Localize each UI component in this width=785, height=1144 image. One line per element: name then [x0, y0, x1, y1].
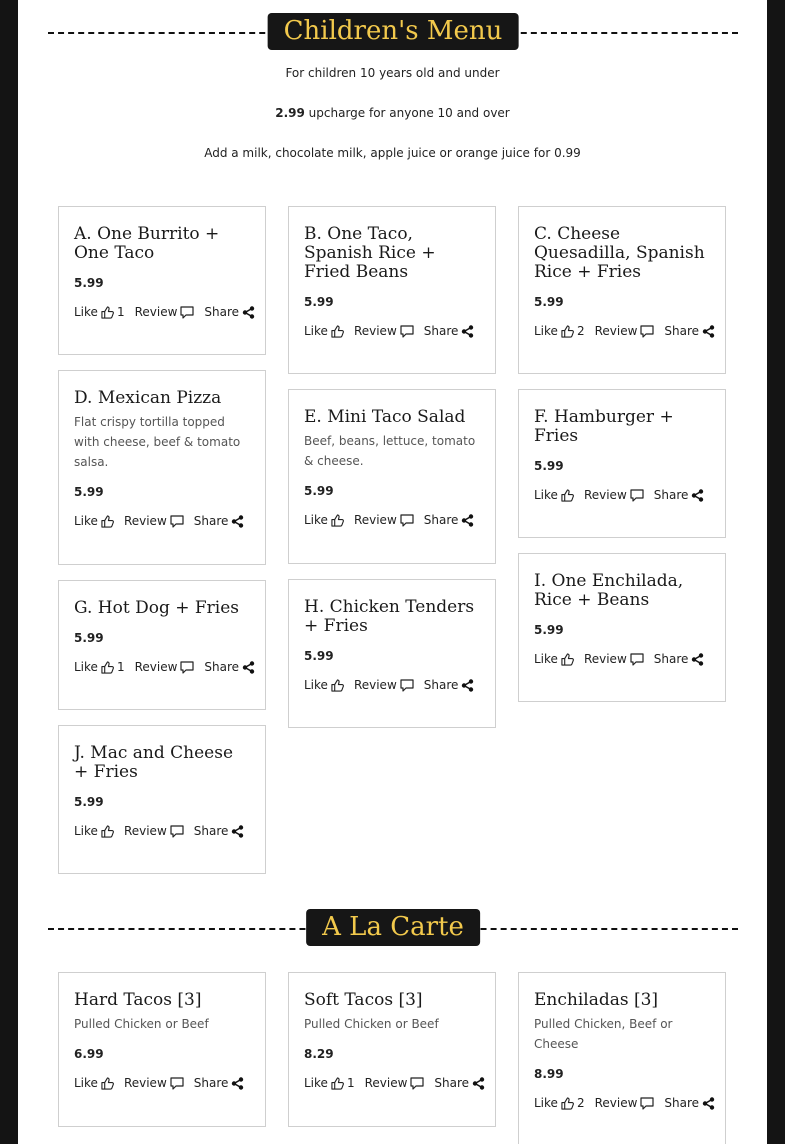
thumbs-up-icon: [101, 1077, 114, 1090]
intro-age-note: For children 10 years old and under: [285, 66, 500, 80]
share-icon: [231, 1077, 244, 1090]
like-button[interactable]: [534, 488, 574, 502]
share-icon: [691, 653, 704, 666]
item-price: 5.99: [304, 649, 334, 663]
review-button[interactable]: [584, 652, 644, 666]
thumbs-up-icon: [331, 679, 344, 692]
like-count: 1: [116, 305, 125, 319]
like-label: Like: [74, 824, 98, 838]
like-label: Like: [304, 1076, 328, 1090]
share-button[interactable]: [204, 305, 255, 319]
item-description: Pulled Chicken, Beef or Cheese: [534, 1017, 673, 1051]
menu-item-card[interactable]: [288, 972, 496, 1127]
item-price: 8.99: [534, 1067, 564, 1081]
thumbs-up-icon: [331, 1077, 344, 1090]
section-title: Children's Menu: [268, 13, 519, 50]
review-button[interactable]: [354, 678, 414, 692]
menu-item-card[interactable]: [58, 725, 266, 874]
item-actions: [304, 324, 480, 338]
item-name: A. One Burrito + One Taco: [74, 224, 220, 263]
menu-item-card[interactable]: [58, 206, 266, 355]
like-label: Like: [74, 1076, 98, 1090]
like-label: Like: [304, 324, 328, 338]
review-button[interactable]: [135, 305, 195, 319]
item-actions: [534, 488, 710, 502]
item-name: Enchiladas [3]: [534, 990, 659, 1010]
like-button[interactable]: [534, 652, 574, 666]
menu-item-card[interactable]: [58, 972, 266, 1127]
item-actions: [304, 513, 480, 527]
item-price: 8.29: [304, 1047, 334, 1061]
share-label: Share: [423, 513, 459, 527]
review-label: Review: [583, 488, 627, 502]
item-price: 5.99: [534, 459, 564, 473]
thumbs-up-icon: [101, 661, 114, 674]
share-label: Share: [204, 660, 240, 674]
upcharge-text: upcharge for anyone 10 and over: [304, 106, 510, 120]
like-button[interactable]: [304, 513, 344, 527]
like-label: Like: [74, 660, 98, 674]
share-label: Share: [193, 824, 229, 838]
menu-item-card[interactable]: [288, 389, 496, 564]
item-name: G. Hot Dog + Fries: [74, 598, 240, 618]
like-button[interactable]: [74, 660, 125, 674]
review-button[interactable]: [595, 1096, 655, 1110]
share-button[interactable]: [424, 678, 475, 692]
menu-item-card[interactable]: [288, 206, 496, 374]
review-label: Review: [364, 1076, 408, 1090]
item-name: Soft Tacos [3]: [304, 990, 423, 1010]
share-label: Share: [664, 1096, 700, 1110]
item-actions: [74, 305, 250, 319]
review-label: Review: [134, 660, 178, 674]
menu-item-card[interactable]: [518, 972, 726, 1144]
item-price: 5.99: [534, 623, 564, 637]
section-header-childrens-menu: [48, 13, 738, 53]
review-button[interactable]: [595, 324, 655, 338]
thumbs-up-icon: [331, 514, 344, 527]
item-description: Pulled Chicken or Beef: [304, 1017, 439, 1031]
item-price: 5.99: [304, 295, 334, 309]
share-button[interactable]: [424, 513, 475, 527]
like-count: 1: [346, 1076, 355, 1090]
like-button[interactable]: [304, 324, 344, 338]
menu-item-card[interactable]: [58, 370, 266, 565]
thumbs-up-icon: [101, 515, 114, 528]
share-label: Share: [193, 1076, 229, 1090]
thumbs-up-icon: [561, 653, 574, 666]
review-label: Review: [594, 1096, 638, 1110]
share-button[interactable]: [664, 324, 715, 338]
item-actions: [74, 1076, 250, 1090]
review-label: Review: [134, 305, 178, 319]
menu-item-card[interactable]: [518, 206, 726, 374]
item-name: H. Chicken Tenders + Fries: [304, 597, 475, 636]
item-actions: [304, 1076, 480, 1090]
comment-icon: [640, 1097, 654, 1110]
share-label: Share: [664, 324, 700, 338]
like-label: Like: [74, 305, 98, 319]
review-button[interactable]: [124, 514, 184, 528]
review-label: Review: [594, 324, 638, 338]
share-icon: [231, 825, 244, 838]
review-label: Review: [353, 513, 397, 527]
like-button[interactable]: [74, 824, 114, 838]
review-label: Review: [123, 514, 167, 528]
comment-icon: [170, 1077, 184, 1090]
thumbs-up-icon: [331, 325, 344, 338]
review-label: Review: [583, 652, 627, 666]
share-button[interactable]: [194, 514, 245, 528]
menu-item-card[interactable]: [288, 579, 496, 728]
intro-upcharge-note: [18, 106, 767, 120]
item-price: 5.99: [304, 484, 334, 498]
item-name: Hard Tacos [3]: [74, 990, 202, 1010]
item-actions: [74, 660, 250, 674]
review-button[interactable]: [124, 824, 184, 838]
like-label: Like: [74, 514, 98, 528]
share-button[interactable]: [194, 824, 245, 838]
thumbs-up-icon: [561, 1097, 574, 1110]
comment-icon: [180, 306, 194, 319]
share-button[interactable]: [654, 488, 705, 502]
item-price: 5.99: [74, 485, 104, 499]
review-button[interactable]: [365, 1076, 425, 1090]
page: [18, 0, 767, 1144]
item-description: Pulled Chicken or Beef: [74, 1017, 209, 1031]
comment-icon: [640, 325, 654, 338]
review-label: Review: [123, 1076, 167, 1090]
item-name: F. Hamburger + Fries: [534, 407, 674, 446]
like-label: Like: [534, 324, 558, 338]
like-button[interactable]: [74, 1076, 114, 1090]
like-button[interactable]: [74, 305, 125, 319]
item-name: D. Mexican Pizza: [74, 388, 222, 408]
share-label: Share: [193, 514, 229, 528]
comment-icon: [170, 515, 184, 528]
item-price: 5.99: [74, 276, 104, 290]
thumbs-up-icon: [561, 489, 574, 502]
like-label: Like: [534, 1096, 558, 1110]
menu-item-card[interactable]: [518, 553, 726, 702]
item-price: 5.99: [74, 795, 104, 809]
item-actions: [74, 514, 250, 528]
item-name: J. Mac and Cheese + Fries: [74, 743, 234, 782]
comment-icon: [400, 514, 414, 527]
share-icon: [242, 661, 255, 674]
share-icon: [231, 515, 244, 528]
review-label: Review: [123, 824, 167, 838]
like-button[interactable]: [74, 514, 114, 528]
share-label: Share: [423, 678, 459, 692]
item-actions: [534, 324, 710, 338]
review-button[interactable]: [584, 488, 644, 502]
item-actions: [534, 1096, 710, 1110]
like-label: Like: [534, 652, 558, 666]
comment-icon: [630, 489, 644, 502]
share-label: Share: [653, 652, 689, 666]
share-icon: [461, 514, 474, 527]
menu-item-card[interactable]: [58, 580, 266, 710]
like-label: Like: [534, 488, 558, 502]
share-label: Share: [204, 305, 240, 319]
intro-drink-note: Add a milk, chocolate milk, apple juice or orange juice for 0.99: [204, 146, 581, 160]
share-button[interactable]: [204, 660, 255, 674]
item-name: E. Mini Taco Salad: [304, 407, 466, 427]
item-name: I. One Enchilada, Rice + Beans: [534, 571, 684, 610]
section-title: A La Carte: [306, 909, 480, 946]
comment-icon: [400, 679, 414, 692]
thumbs-up-icon: [101, 825, 114, 838]
review-button[interactable]: [135, 660, 195, 674]
review-label: Review: [353, 324, 397, 338]
item-price: 6.99: [74, 1047, 104, 1061]
item-actions: [534, 652, 710, 666]
share-button[interactable]: [434, 1076, 485, 1090]
item-name: B. One Taco, Spanish Rice + Fried Beans: [304, 224, 436, 282]
item-description: Beef, beans, lettuce, tomato & cheese.: [304, 434, 476, 468]
like-label: Like: [304, 513, 328, 527]
share-button[interactable]: [664, 1096, 715, 1110]
like-count: 2: [576, 324, 585, 338]
share-icon: [461, 325, 474, 338]
share-icon: [702, 1097, 715, 1110]
comment-icon: [180, 661, 194, 674]
share-icon: [702, 325, 715, 338]
comment-icon: [170, 825, 184, 838]
thumbs-up-icon: [561, 325, 574, 338]
share-icon: [472, 1077, 485, 1090]
item-price: 5.99: [74, 631, 104, 645]
item-description: Flat crispy tortilla topped with cheese, beef & tomato salsa.: [74, 415, 241, 469]
review-label: Review: [353, 678, 397, 692]
review-button[interactable]: [124, 1076, 184, 1090]
comment-icon: [630, 653, 644, 666]
item-name: C. Cheese Quesadilla, Spanish Rice + Fries: [534, 224, 705, 282]
share-label: Share: [653, 488, 689, 502]
upcharge-price: 2.99: [275, 106, 305, 120]
like-button[interactable]: [304, 1076, 355, 1090]
share-button[interactable]: [194, 1076, 245, 1090]
like-button[interactable]: [534, 1096, 585, 1110]
review-button[interactable]: [354, 324, 414, 338]
like-button[interactable]: [534, 324, 585, 338]
item-actions: [304, 678, 480, 692]
share-button[interactable]: [654, 652, 705, 666]
comment-icon: [410, 1077, 424, 1090]
menu-item-card[interactable]: [518, 389, 726, 538]
like-count: 1: [116, 660, 125, 674]
share-icon: [242, 306, 255, 319]
like-count: 2: [576, 1096, 585, 1110]
share-icon: [691, 489, 704, 502]
like-label: Like: [304, 678, 328, 692]
like-button[interactable]: [304, 678, 344, 692]
share-label: Share: [423, 324, 459, 338]
thumbs-up-icon: [101, 306, 114, 319]
share-button[interactable]: [424, 324, 475, 338]
item-actions: [74, 824, 250, 838]
share-icon: [461, 679, 474, 692]
share-label: Share: [434, 1076, 470, 1090]
comment-icon: [400, 325, 414, 338]
section-header-a-la-carte: [48, 909, 738, 949]
review-button[interactable]: [354, 513, 414, 527]
item-price: 5.99: [534, 295, 564, 309]
